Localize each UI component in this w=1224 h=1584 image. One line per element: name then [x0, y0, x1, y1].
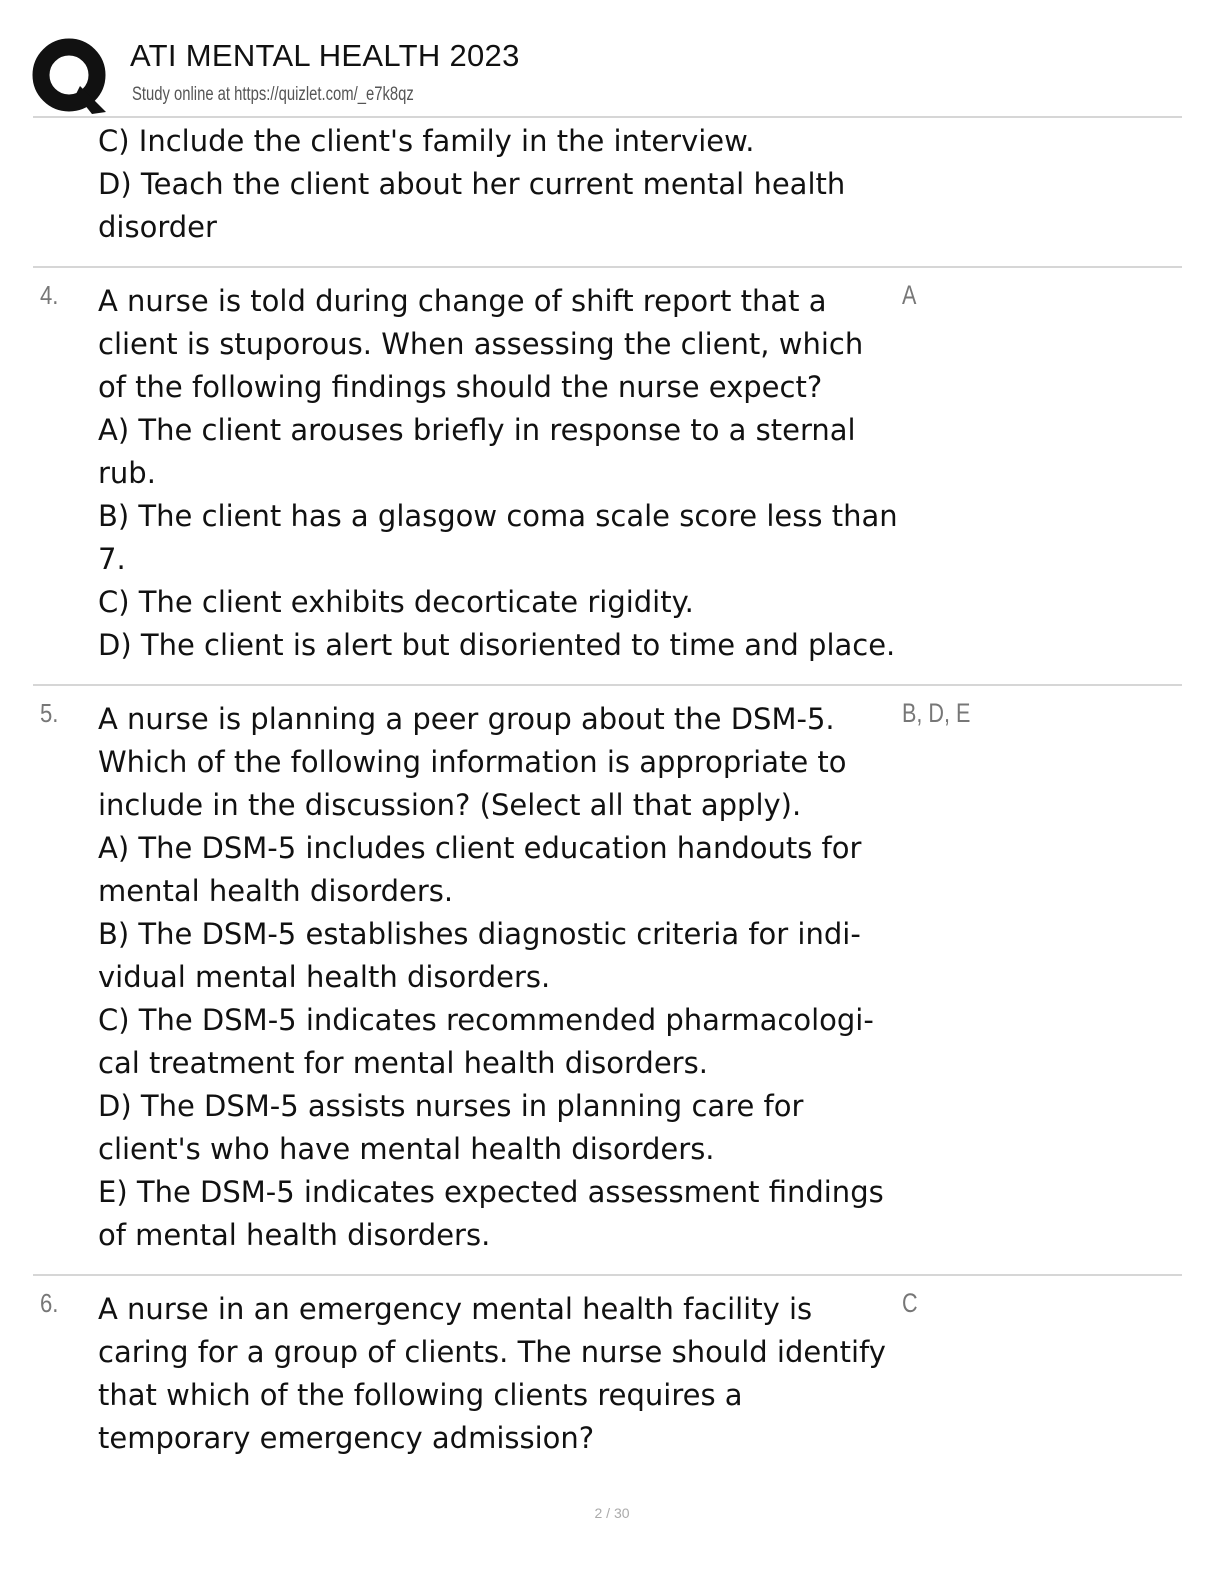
question-text	[98, 698, 898, 1257]
option-text: D) The DSM-5 assists nurses in planning care for client's who have mental health disorders.	[98, 1089, 804, 1166]
question-stem: A nurse is told during change of shift report that a client is stuporous. When assessing the client, which of the following findings should the nurse expect?	[98, 284, 864, 404]
option-text: C) Include the client's family in the interview.	[98, 124, 755, 158]
question-stem: A nurse in an emergency mental health facility is caring for a group of clients. The nurse should identify that which of the following clients requires a temporary emergency admission?	[98, 1292, 886, 1455]
document-title: ATI MENTAL HEALTH 2023	[130, 38, 520, 73]
question-number: 6.	[40, 1288, 59, 1318]
question-number: 5.	[40, 698, 59, 728]
question-stem: A nurse is planning a peer group about the DSM-5. Which of the following information is appropriate to include in the discussion? (Select all that apply).	[98, 702, 847, 822]
page-number: 2 / 30	[594, 1505, 630, 1521]
option-text: B) The DSM-5 establishes diagnostic criteria for indi- vidual mental health disorders.	[98, 917, 861, 994]
option-text: D) The client is alert but disoriented to time and place.	[98, 628, 896, 662]
divider	[33, 684, 1182, 686]
divider	[33, 266, 1182, 268]
page-header	[32, 30, 1182, 116]
answer-label: B, D, E	[902, 698, 971, 728]
answer-label: A	[902, 280, 917, 310]
option-text: B) The client has a glasgow coma scale score less than 7.	[98, 499, 898, 576]
question-text	[98, 280, 898, 667]
option-text: D) Teach the client about her current mental health disorder	[98, 167, 846, 244]
study-link[interactable]: Study online at https://quizlet.com/_e7k8qz	[132, 84, 414, 105]
answer-label: C	[902, 1288, 918, 1318]
option-text: C) The DSM-5 indicates recommended pharmacologi- cal treatment for mental health disorders.	[98, 1003, 874, 1080]
divider	[33, 116, 1182, 118]
option-text: E) The DSM-5 indicates expected assessment findings of mental health disorders.	[98, 1175, 884, 1252]
continuation-text	[98, 120, 898, 249]
divider	[33, 1274, 1182, 1276]
quizlet-logo-icon	[32, 38, 110, 116]
option-text: A) The client arouses briefly in response to a sternal rub.	[98, 413, 856, 490]
option-text: C) The client exhibits decorticate rigidity.	[98, 585, 694, 619]
question-number: 4.	[40, 280, 59, 310]
question-text	[98, 1288, 898, 1460]
option-text: A) The DSM-5 includes client education handouts for mental health disorders.	[98, 831, 862, 908]
